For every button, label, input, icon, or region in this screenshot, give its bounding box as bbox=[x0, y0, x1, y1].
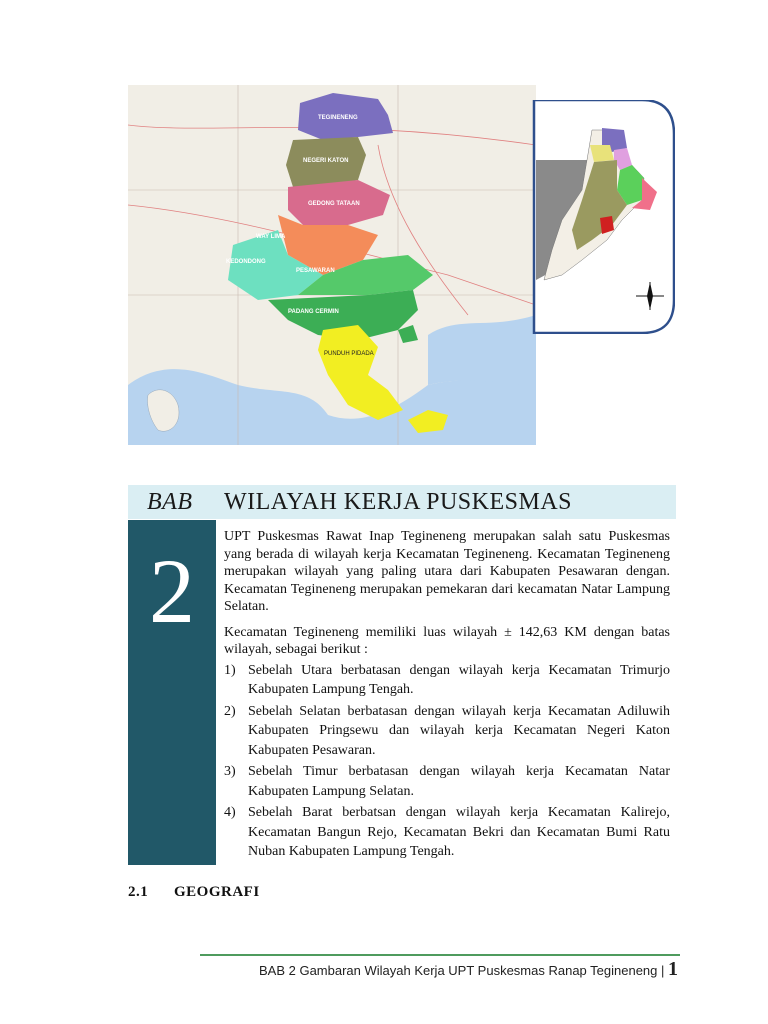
label-padang-cermin: PADANG CERMIN bbox=[288, 309, 339, 315]
label-way-lima: WAY LIMA bbox=[256, 234, 286, 240]
border-list bbox=[224, 661, 670, 862]
chapter-content bbox=[224, 528, 670, 864]
label-punduh-pidada: PUNDUH PIDADA bbox=[324, 351, 374, 357]
list-item-number: 1) bbox=[224, 662, 236, 678]
list-item-number: 3) bbox=[224, 764, 236, 779]
list-item bbox=[224, 803, 670, 862]
list-item bbox=[224, 661, 670, 700]
list-item bbox=[224, 762, 670, 801]
inset-region-kelapa-satu bbox=[590, 145, 614, 162]
chapter-title: WILAYAH KERJA PUSKESMAS bbox=[224, 489, 573, 515]
list-item bbox=[224, 702, 670, 761]
chapter-bab-label: BAB bbox=[147, 489, 193, 515]
tegineneng-inset-map bbox=[532, 100, 675, 334]
page-number: 1 bbox=[668, 958, 678, 980]
list-item-text: Sebelah Utara berbatasan dengan wilayah kerja Kecamatan Trimurjo Kabupaten Lampung Tengah. bbox=[248, 662, 670, 697]
page-footer bbox=[200, 958, 678, 981]
list-item-text: Sebelah Barat berbatsan dengan wilayah kerja Kecamatan Kalirejo, Kecamatan Bangun Rejo, Kecamatan Bekri dan Kecamatan Bumi Ratu Nuban Kabupaten Lampung Tengah. bbox=[248, 805, 670, 859]
pesawaran-district-map bbox=[128, 85, 536, 445]
footer-rule bbox=[200, 954, 680, 956]
map-svg bbox=[128, 85, 536, 445]
list-item-text: Sebelah Selatan berbatasan dengan wilayah kerja Kecamatan Adiluwih Kabupaten Pringsewu dan wilayah kerja Kecamatan Negeri Katon Kabupaten Pesawaran. bbox=[248, 703, 670, 758]
intro-paragraph-1: UPT Puskesmas Rawat Inap Tegineneng merupakan salah satu Puskesmas yang berada di wilayah kerja Kecamatan Tegineneng. Kecamatan Tegineneng merupakan wilayah yang paling utara dari Kabupaten Pesawaran dengan. Kecamatan Tegineneng merupakan pemekaran dari kecamatan Natar Lampung Selatan. bbox=[224, 529, 670, 614]
list-item-text: Sebelah Timur berbatasan dengan wilayah kerja Kecamatan Natar Kabupaten Lampung Selatan. bbox=[248, 764, 670, 799]
label-tegineneng: TEGINENENG bbox=[318, 115, 358, 121]
section-number: 2.1 bbox=[128, 884, 149, 900]
label-kedondong: KEDONDONG bbox=[226, 259, 266, 265]
intro-paragraph-2: Kecamatan Tegineneng memiliki luas wilayah ± 142,63 KM dengan batas wilayah, sebagai berikut : bbox=[224, 624, 670, 657]
label-negeri-katon: NEGERI KATON bbox=[303, 158, 349, 164]
label-pesawaran: PESAWARAN bbox=[296, 268, 335, 274]
inset-map-svg bbox=[532, 100, 675, 334]
list-item-number: 2) bbox=[224, 703, 236, 719]
chapter-number: 2 bbox=[149, 540, 195, 642]
footer-text: BAB 2 Gambaran Wilayah Kerja UPT Puskesmas Ranap Tegineneng | bbox=[258, 963, 665, 978]
label-gedong-tataan: GEDONG TATAAN bbox=[308, 201, 360, 207]
list-item-number: 4) bbox=[224, 805, 236, 820]
section-title: GEOGRAFI bbox=[174, 884, 260, 900]
section-heading bbox=[128, 884, 260, 901]
